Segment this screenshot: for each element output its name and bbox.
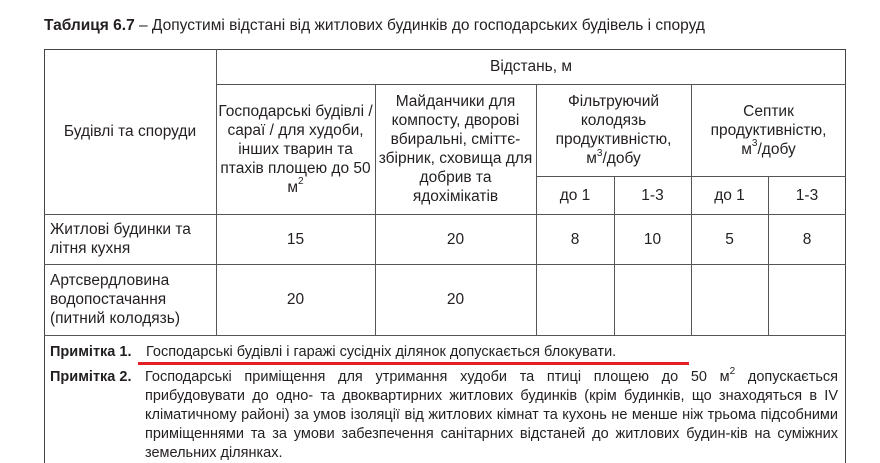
note-text: Господарські будівлі і гаражі сусідніх ділянок допускається блокувати. (146, 344, 617, 360)
column-header-label: Фільтруючий колодязь продуктивністю, $м^3$/добу (555, 93, 672, 167)
table-cell (614, 264, 691, 335)
subheader-filter-1to3: 1-3 (641, 186, 664, 204)
table-cell: 10 (643, 230, 662, 248)
column-header-filter-well (536, 84, 691, 176)
column-header-septic (691, 84, 846, 176)
row-header-label: Будівлі та споруди (63, 123, 197, 140)
subheader-filter-upto1: до 1 (559, 186, 591, 204)
column-header-label: Господарські будівлі / сараї / для худоби, інших тварин та птахів площею до 50 $м^2$ (218, 102, 373, 196)
table-cell: 5 (725, 230, 734, 248)
table-row-name: Артсвердловина водопостачання (питний колодязь) (50, 272, 181, 327)
note-text: Господарські приміщення для утримання худоби та птиці площею до 50 $м^2$ допускається прибудовувати до одно- та двоквартирних житлових будинків (крім будинків, що знаходяться в IV кліматичному районі) за умов ізоляції від житлових кімнат та кухонь не менше ніж трьома підсобними приміщеннями та за умови забезпечення санітарних відстаней до житлових будин-ків на суміжних земельних ділянках. (145, 366, 838, 461)
table-cell: 20 (446, 291, 465, 308)
grid-line (44, 335, 846, 336)
table-cell: 8 (802, 230, 812, 248)
group-header (216, 49, 846, 84)
row-header (44, 49, 216, 214)
column-header-outbuildings (216, 84, 375, 214)
column-header-label: Майданчики для компосту, дворові вбиральні, сміттє-збірник, сховища для добрив та ядохімікатів (378, 93, 533, 205)
table-cell (536, 264, 614, 335)
table-cell (691, 264, 768, 335)
table-cell: 20 (286, 291, 305, 308)
table-caption (44, 17, 705, 35)
caption-text: – Допустимі відстані від житлових будинків до господарських будівель і споруд (134, 17, 705, 34)
table-cell: 20 (446, 230, 465, 248)
caption-label: Таблиця 6.7 (44, 17, 135, 34)
note-label: Примітка 2. (50, 369, 132, 385)
table-cell (768, 264, 846, 335)
subheader-septic-upto1: до 1 (714, 186, 745, 204)
subheader-septic-1to3: 1-3 (795, 186, 819, 204)
table-cell: 8 (570, 230, 580, 248)
column-header-label: Септик продуктивністю, $м^3$/добу (710, 102, 827, 158)
table-cell: 15 (286, 230, 305, 248)
table-row-name: Житлові будинки та літня кухня (50, 221, 191, 257)
group-header-label: Відстань, м (489, 58, 573, 75)
column-header-compost (375, 84, 536, 214)
highlight-underline (138, 362, 689, 365)
note-label: Примітка 1. (50, 344, 132, 360)
